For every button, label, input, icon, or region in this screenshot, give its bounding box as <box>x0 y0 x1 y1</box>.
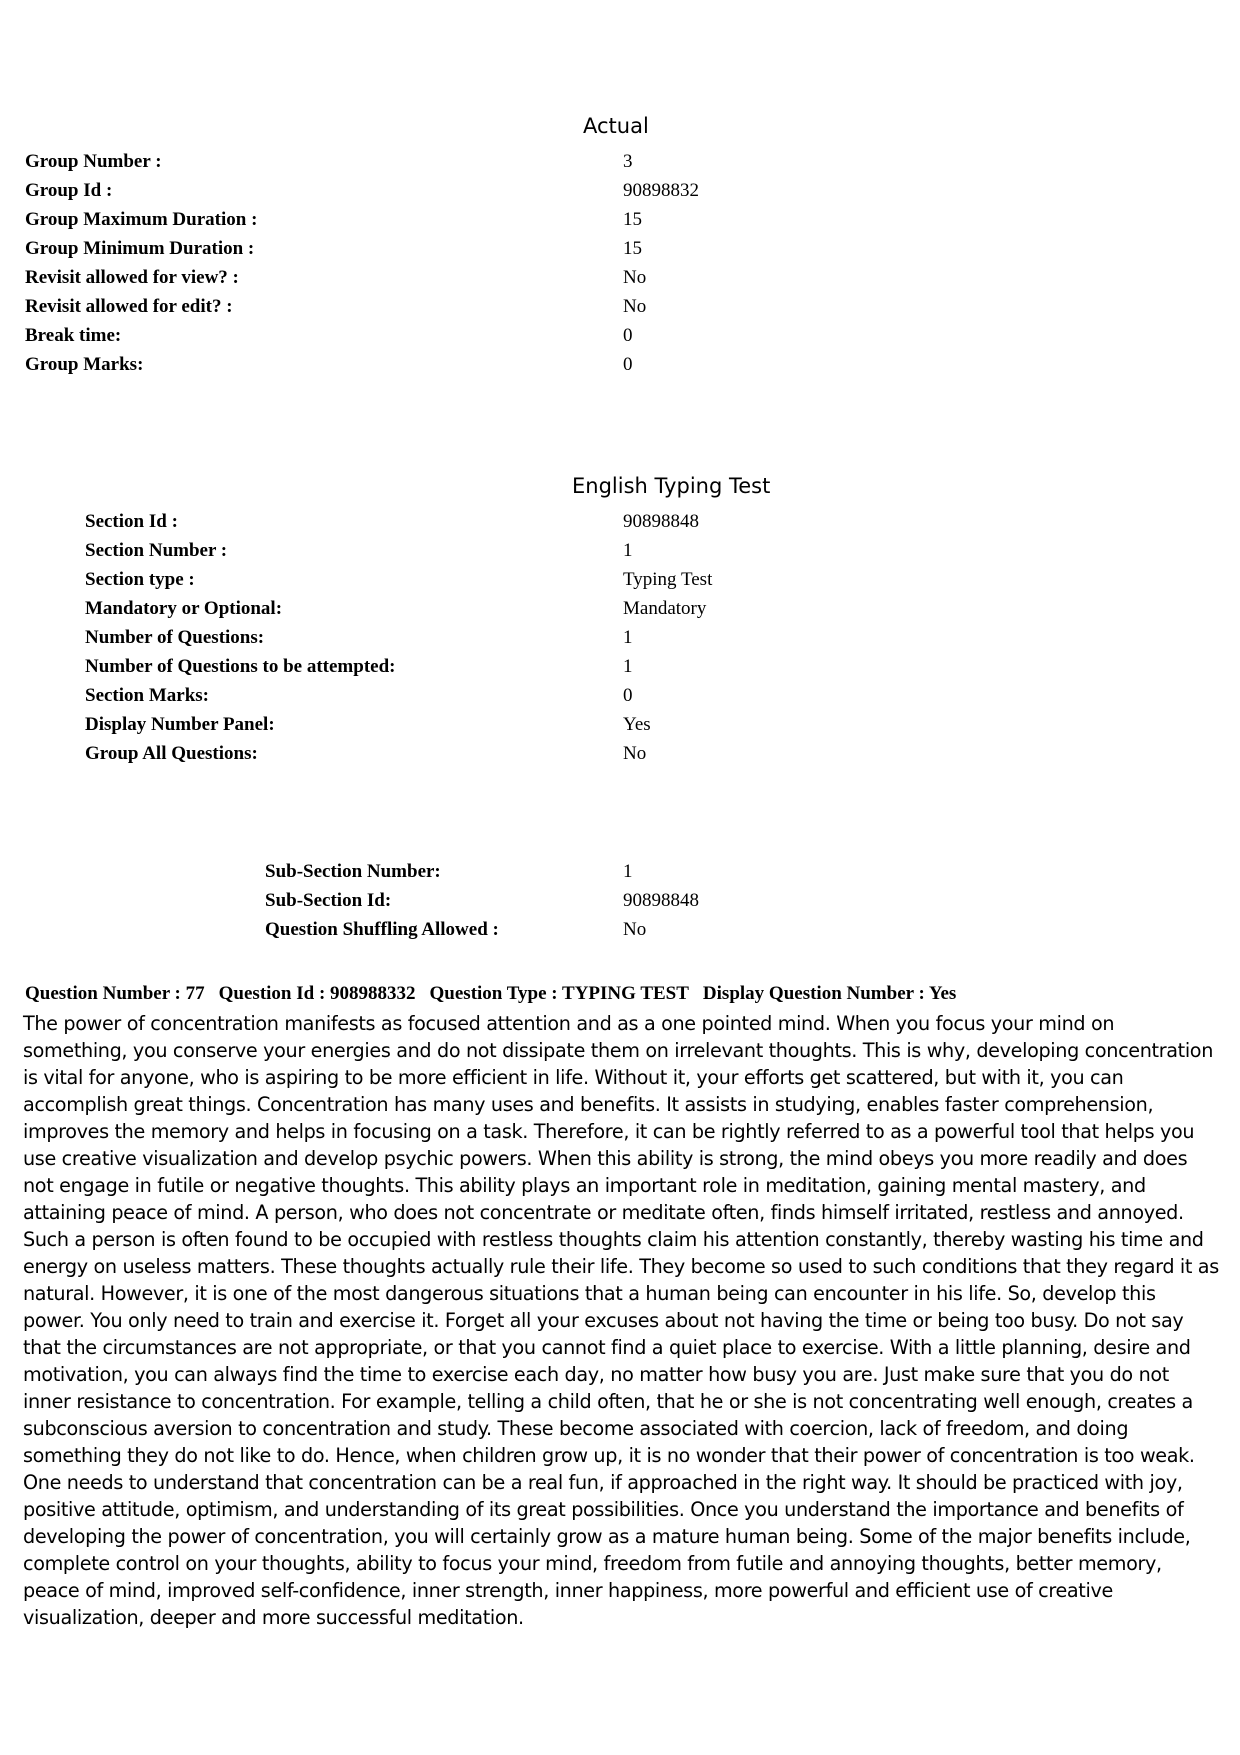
group-id-value: 90898832 <box>623 180 699 201</box>
number-panel-value: Yes <box>623 714 651 735</box>
shuffling-value: No <box>623 919 647 940</box>
question-number: Question Number : 77 <box>25 983 205 1004</box>
display-question-number: Display Question Number : Yes <box>702 983 957 1004</box>
subsection-number-value: 1 <box>623 861 633 882</box>
group-heading: Actual <box>583 114 649 138</box>
break-time-label: Break time: <box>25 325 122 346</box>
group-row-marks <box>25 350 1225 379</box>
num-questions-label: Number of Questions: <box>85 627 265 648</box>
section-type-value: Typing Test <box>623 569 713 590</box>
section-details <box>85 507 1185 768</box>
section-row-group-all <box>85 739 1185 768</box>
group-row-min-duration <box>25 234 1225 263</box>
section-row-id <box>85 507 1185 536</box>
group-min-duration-value: 15 <box>623 238 642 259</box>
group-number-value: 3 <box>623 151 633 172</box>
group-row-max-duration <box>25 205 1225 234</box>
section-row-marks <box>85 681 1185 710</box>
revisit-view-label: Revisit allowed for view? : <box>25 267 239 288</box>
section-heading: English Typing Test <box>572 474 771 498</box>
subsection-row-number <box>265 857 1165 886</box>
to-attempt-value: 1 <box>623 656 633 677</box>
subsection-number-label: Sub-Section Number: <box>265 861 441 882</box>
num-questions-value: 1 <box>623 627 633 648</box>
group-min-duration-label: Group Minimum Duration : <box>25 238 255 259</box>
section-row-number <box>85 536 1185 565</box>
number-panel-label: Display Number Panel: <box>85 714 275 735</box>
subsection-row-shuffling <box>265 915 1165 944</box>
question-id: Question Id : 908988332 <box>218 983 416 1004</box>
group-row-revisit-edit <box>25 292 1225 321</box>
group-marks-value: 0 <box>623 354 633 375</box>
to-attempt-label: Number of Questions to be attempted: <box>85 656 396 677</box>
mandatory-value: Mandatory <box>623 598 707 619</box>
break-time-value: 0 <box>623 325 633 346</box>
section-row-number-panel <box>85 710 1185 739</box>
section-marks-label: Section Marks: <box>85 685 210 706</box>
subsection-id-value: 90898848 <box>623 890 699 911</box>
subsection-row-id <box>265 886 1165 915</box>
group-details <box>25 147 1225 379</box>
group-id-label: Group Id : <box>25 180 113 201</box>
section-marks-value: 0 <box>623 685 633 706</box>
section-number-value: 1 <box>623 540 633 561</box>
section-id-label: Section Id : <box>85 511 178 532</box>
group-all-label: Group All Questions: <box>85 743 258 764</box>
group-max-duration-value: 15 <box>623 209 642 230</box>
subsection-id-label: Sub-Section Id: <box>265 890 392 911</box>
section-row-num-questions <box>85 623 1185 652</box>
group-row-number <box>25 147 1225 176</box>
group-row-revisit-view <box>25 263 1225 292</box>
section-number-label: Section Number : <box>85 540 228 561</box>
section-id-value: 90898848 <box>623 511 699 532</box>
question-header <box>25 983 970 1005</box>
subsection-details <box>265 857 1165 944</box>
group-marks-label: Group Marks: <box>25 354 144 375</box>
group-all-value: No <box>623 743 647 764</box>
group-row-break-time <box>25 321 1225 350</box>
section-row-to-attempt <box>85 652 1185 681</box>
question-type: Question Type : TYPING TEST <box>429 983 689 1004</box>
group-max-duration-label: Group Maximum Duration : <box>25 209 258 230</box>
group-number-label: Group Number : <box>25 151 162 172</box>
group-row-id <box>25 176 1225 205</box>
typing-passage: The power of concentration manifests as focused attention and as a one pointed mind. When you focus your mind on something, you conserve your energies and do not dissipate them on irrelevant thoughts. This is why, developing concentration is vital for anyone, who is aspiring to be more efficient in life. Without it, your efforts get scattered, but with it, you can accomplish great things. Concentration has many uses and benefits. It assists in studying, enables faster comprehension, improves the memory and helps in focusing on a task. Therefore, it can be rightly referred to as a powerful tool that helps you use creative visualization and develop psychic powers. When this ability is strong, the mind obeys you more readily and does not engage in futile or negative thoughts. This ability plays an important role in meditation, gaining mental mastery, and attaining peace of mind. A person, who does not concentrate or meditate often, finds himself irritated, restless and annoyed. Such a person is often found to be occupied with restless thoughts claim his attention constantly, thereby wasting his time and energy on useless matters. These thoughts actually rule their life. They become so used to such conditions that they regard it as natural. However, it is one of the most dangerous situations that a human being can encounter in his life. So, develop this power. You only need to train and exercise it. Forget all your excuses about not having the time or being too busy. Do not say that the circumstances are not appropriate, or that you cannot find a quiet place to exercise. With a little planning, desire and motivation, you can always find the time to exercise each day, no matter how busy you are. Just make sure that you do not inner resistance to concentration. For example, telling a child often, that he or she is not concentrating well enough, creates a subconscious aversion to concentration and study. These become associated with coercion, lack of freedom, and doing something they do not like to do. Hence, when children grow up, it is no wonder that their power of concentration is too weak. One needs to understand that concentration can be a real fun, if approached in the right way. It should be practiced with joy, positive attitude, optimism, and understanding of its great possibilities. Once you understand the importance and benefits of developing the power of concentration, you will certainly grow as a mature human being. Some of the major benefits include, complete control on your thoughts, ability to focus your mind, freedom from futile and annoying thoughts, better memory, peace of mind, improved self-confidence, inner strength, inner happiness, more powerful and efficient use of creative visualization, deeper and more successful meditation. <box>23 1012 1219 1629</box>
section-type-label: Section type : <box>85 569 195 590</box>
shuffling-label: Question Shuffling Allowed : <box>265 919 499 940</box>
revisit-edit-value: No <box>623 296 647 317</box>
revisit-view-value: No <box>623 267 647 288</box>
section-row-type <box>85 565 1185 594</box>
section-row-mandatory <box>85 594 1185 623</box>
mandatory-label: Mandatory or Optional: <box>85 598 283 619</box>
revisit-edit-label: Revisit allowed for edit? : <box>25 296 233 317</box>
